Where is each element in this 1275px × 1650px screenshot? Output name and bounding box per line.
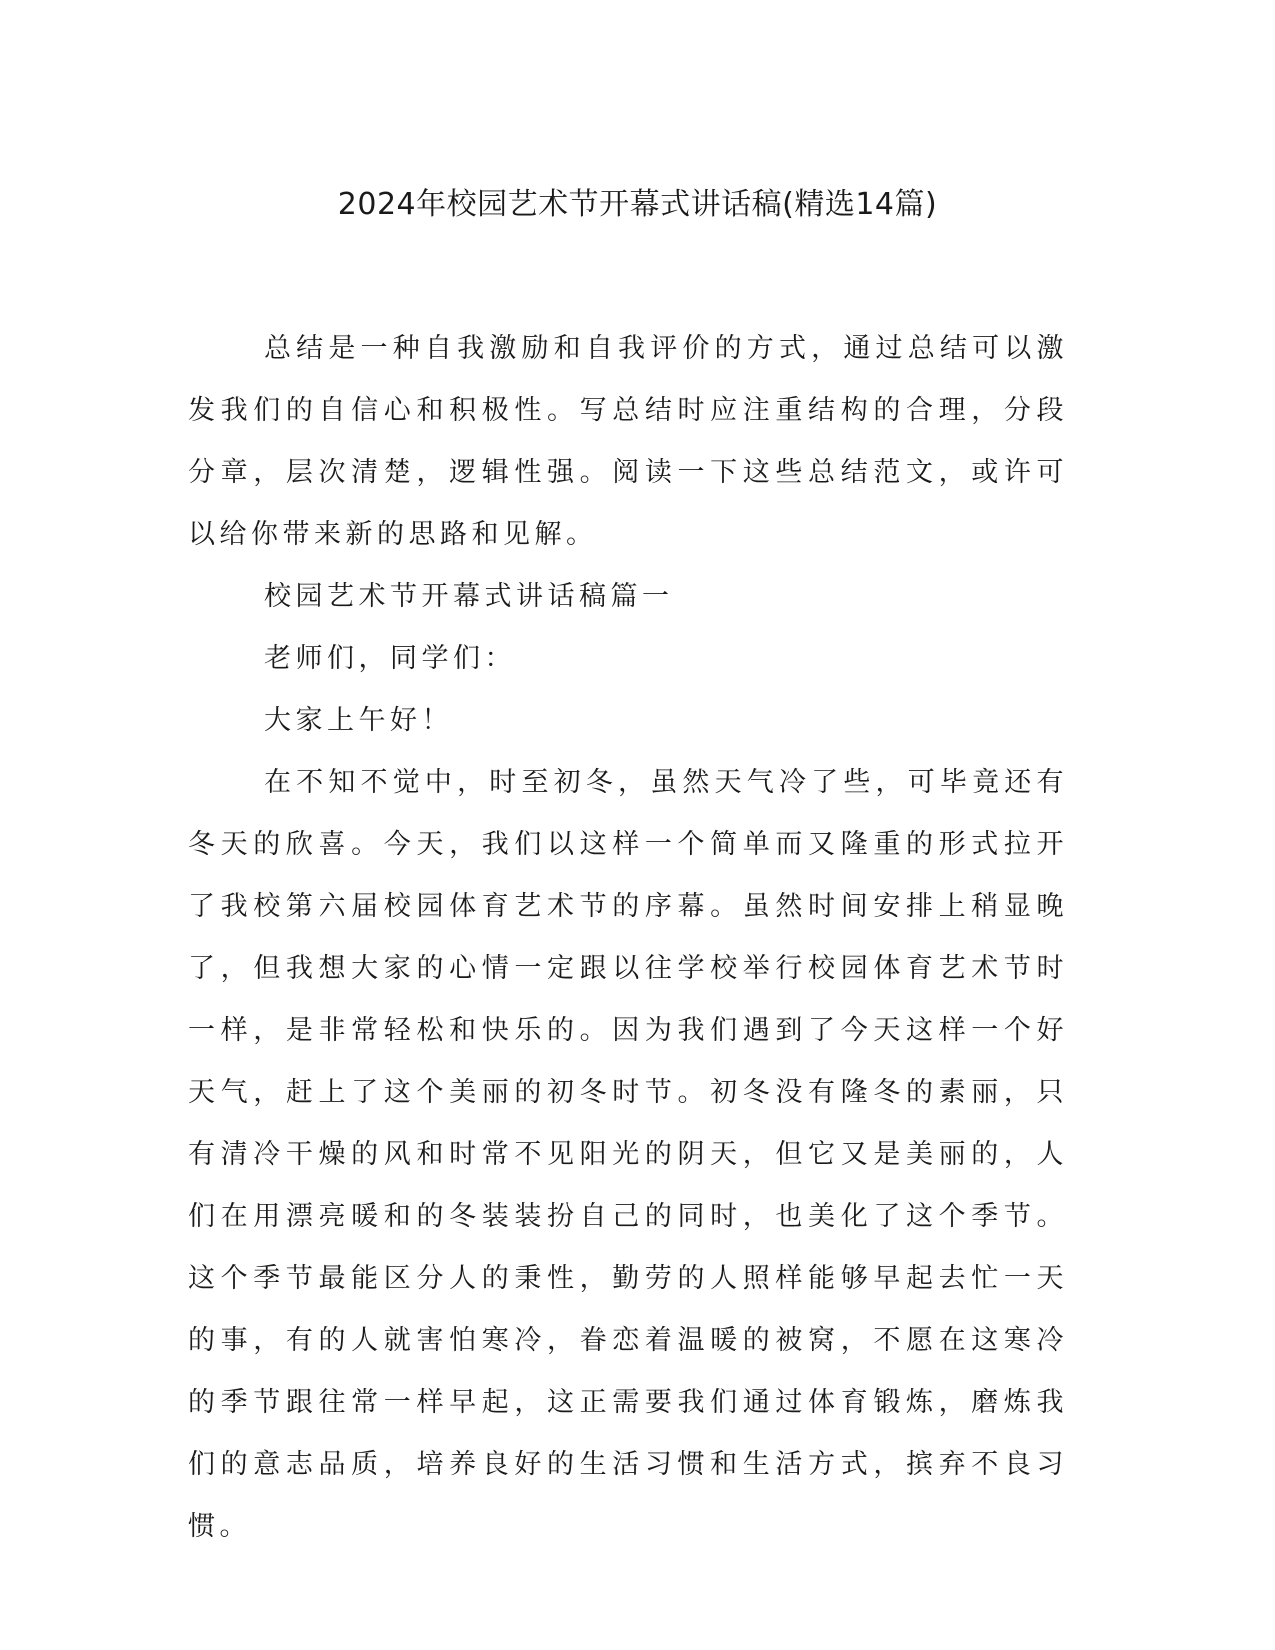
intro-paragraph: 总结是一种自我激励和自我评价的方式，通过总结可以激发我们的自信心和积极性。写总结时应注重结构的合理，分段分章，层次清楚，逻辑性强。阅读一下这些总结范文，或许可以给你带来新的思路和见解。 [188, 333, 1068, 550]
section-heading: 校园艺术节开幕式讲话稿篇一 [264, 581, 674, 612]
salutation: 老师们，同学们： [264, 643, 516, 674]
document-title: 2024年校园艺术节开幕式讲话稿(精选14篇) [337, 187, 938, 222]
document-body [188, 318, 1068, 1558]
greeting: 大家上午好！ [264, 705, 453, 736]
speech-paragraph: 在不知不觉中，时至初冬，虽然天气冷了些，可毕竟还有冬天的欣喜。今天，我们以这样一个简单而又隆重的形式拉开了我校第六届校园体育艺术节的序幕。虽然时间安排上稍显晚了，但我想大家的心情一定跟以往学校举行校园体育艺术节时一样，是非常轻松和快乐的。因为我们遇到了今天这样一个好天气，赶上了这个美丽的初冬时节。初冬没有隆冬的素丽，只有清冷干燥的风和时常不见阳光的阴天，但它又是美丽的，人们在用漂亮暖和的冬装装扮自己的同时，也美化了这个季节。这个季节最能区分人的秉性，勤劳的人照样能够早起去忙一天的事，有的人就害怕寒冷，眷恋着温暖的被窝，不愿在这寒冷的季节跟往常一样早起，这正需要我们通过体育锻炼，磨炼我们的意志品质，培养良好的生活习惯和生活方式，摈弃不良习惯。 [188, 767, 1068, 1542]
